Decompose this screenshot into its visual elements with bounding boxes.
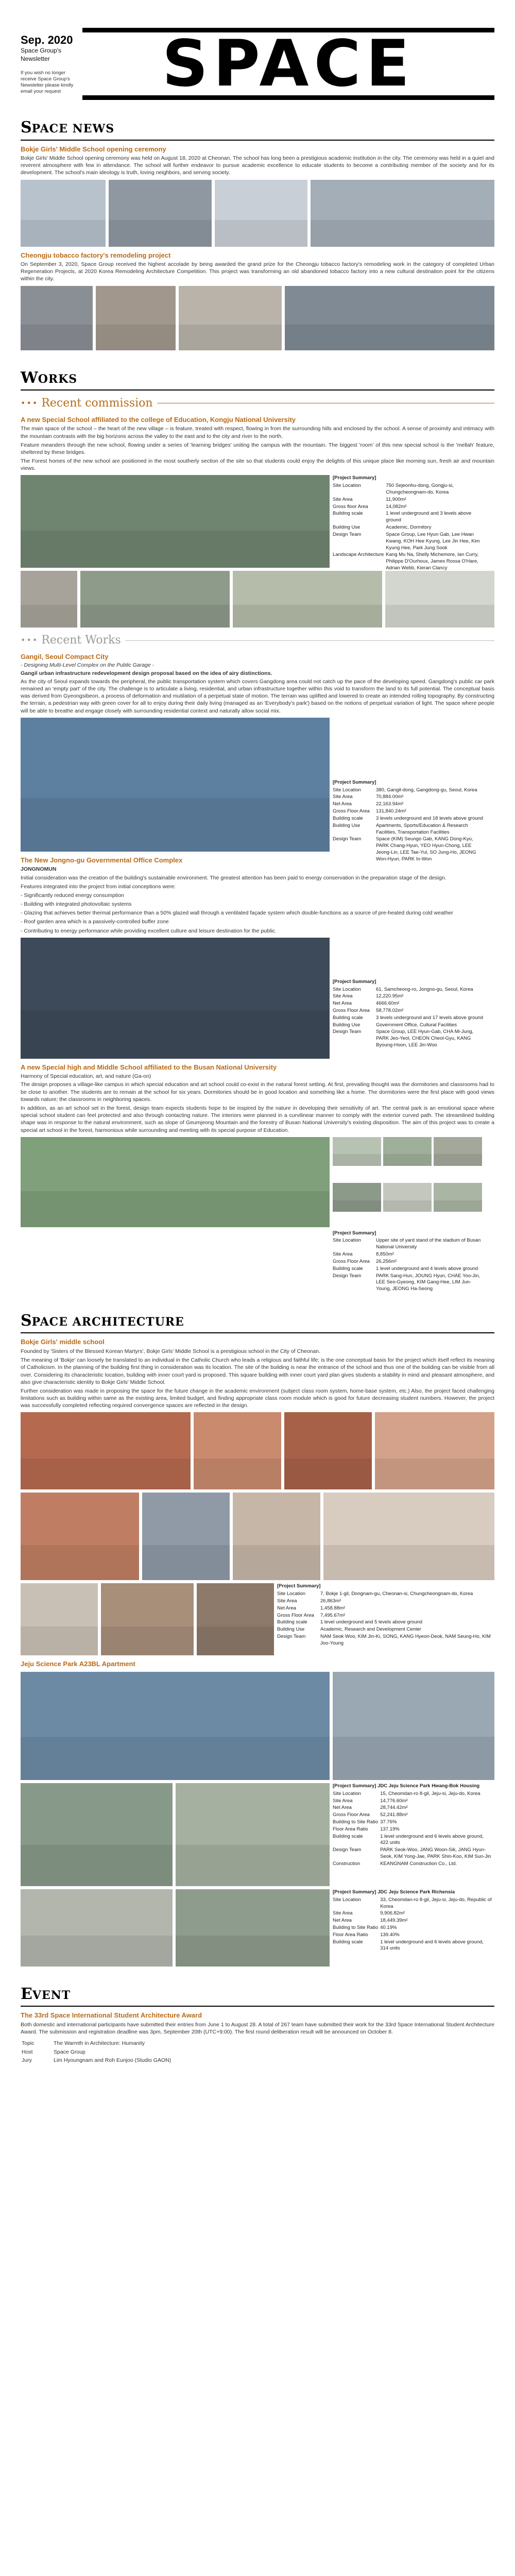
ceremony-photo [215, 180, 307, 247]
project-body: The main space of the school – the heart of the new village – is feature, treated with respect, flowing in from the surrounding hills and enclosed by the school. A sense of proximity and intimacy with the mountain contrasts with the big horizons across the valley to the east and to the city and river to the north. Feature meanders through the new school, flowing under a series of 'learning bridges' uniting the campus with the mountain. The biggest 'room' of this new special school is the 'mellah' feature, sheltered by these bridges. The Forest homes of the new school are positioned in the most southerly section of the site so that students could enjoy the delights of this unique place like morning sun, fresh air and mountain views. [21, 426, 494, 472]
project-summary: [Project Summary] JDC Jeju Science Park Hwang-Bok Housing Site Location 15, Cheomdan-ro 8-gil, Jeju-si, Jeju-do, Korea Site Area 14,776.60m² Net Area 28,744.42m² Gross Floor Area 52,241.88m² Building to Site Ratio 37.76% Floor Area Ratio 137.19% Building scale 1 level underground and 6 levels above ground, 422 units Design Team PARK Seok-Woo, JANG Woon-Sik, JANG Hyun-Seok, KIM Yong-Jae, PARK Shin-Koo, KIM Sun-Jin Construction KEANGNAM Construction Co., Ltd. [333, 1783, 491, 1867]
school-photo [142, 1493, 230, 1580]
school-photo [323, 1493, 494, 1580]
news-article-2 [21, 251, 494, 350]
school-photo [21, 1583, 98, 1655]
award-photo [179, 286, 282, 350]
masthead-subtitle: Space Group's Newsletter [21, 47, 62, 62]
project-summary: [Project Summary] Site Location 61, Samcheong-ro, Jongno-gu, Seoul, Korea Site Area 12,220.95m² Net Area 4666.60m² Gross Floor Area 58,778.02m² Building scale 3 levels underground and 17 levels above ground Building Use Government Office, Cultural Facilities Design Team Space Group, LEE Hyun-Gab, CHA Mi-Jung, PARK Jeo-Yeol, CHEON Cheol-Gyu, KANG Byoung-Hoon, LEE Jin-Woo [333, 978, 484, 1048]
campus-rendering [80, 571, 230, 628]
section-works: WORKS [21, 368, 494, 391]
architecture-bokje [21, 1337, 494, 1655]
recent-works-header: ••• Recent Works [21, 633, 494, 648]
school-photo [21, 1412, 191, 1489]
project-title: Bokje Girls' middle school [21, 1338, 105, 1346]
masthead-left [21, 28, 77, 100]
apartment-photo [21, 1889, 173, 1967]
article-body: Bokje Girls' Middle School opening ceremony was held on August 18, 2020 at Cheonan. The school has long been a prestigious academic institution in the city. The ceremony was held in a quiet and reverent atmosphere with few in attendance. The school will further endeavor to pursue academic excellence to educate students to become a contributing member of the society and for its development. The school's main ideology is truth, loving neighbors, and serving society. [21, 155, 494, 176]
school-photo [197, 1583, 274, 1655]
project-title: Gangil, Seoul Compact City [21, 653, 109, 661]
project-title: The New Jongno-gu Governmental Office Complex [21, 856, 183, 864]
section-space-news: SPACE NEWS [21, 117, 494, 141]
section-drawing [385, 571, 494, 628]
project-tagline: JONGNOMUN [21, 866, 57, 873]
aerial-rendering [21, 1137, 330, 1227]
office-rendering [21, 938, 330, 1059]
aerial-rendering [21, 718, 330, 852]
article-title: Bokje Girls' Middle School opening ceremony [21, 145, 166, 153]
photo-row [21, 180, 494, 247]
section-event: EVENT [21, 1984, 494, 2007]
project-tagline: Harmony of Special education, art, and nature (Ga-on) [21, 1073, 151, 1080]
project-body: As the city of Seoul expands towards the peripheral, the public transportation system which covers Gangdong area could not catch up the pace of the developing speed. Gangdong's public car park remained an 'empty part' of the city. The challenge is to articulate a living, residential, and urban infrastructure together within this void to transform the land to its full potential. The conceptual basis was derived from Gyeongsibeon, a process of deformation and mutilation of a perpetual state of motion. The terrain was uplifted and lowered to create an intended rolling topography. By constructing the terrain, a pedestrian way with green cover for all to enjoy during their daily living (managed as an 'Everybody's park') based on the notions of perpetual variation of light. The space where people will be able to breathe and engage closely with surrounding residential context and naturally allow social mix. [21, 678, 494, 714]
news-article-1 [21, 145, 494, 247]
ceremony-photo [311, 180, 494, 247]
project-summary: [Project Summary] Site Location 7, Bokje 1-gil, Dongnam-gu, Cheonan-si, Chungcheongnam-do, Korea Site Area 26,863m² Net Area 1,458.88m² Gross Floor Area 7,495.67m² Building scale 1 level underground and 5 levels above ground Building Use Academic, Research and Development Center Design Team NAM Seok Woo, KIM Jin-Ki, SONG, KANG Hyeon-Deok, NAM Seung-Ho, KIM Joo-Young [277, 1583, 491, 1646]
school-photo [284, 1412, 372, 1489]
apartment-photo [333, 1672, 494, 1780]
project-summary-2: [Project Summary] JDC Jeju Science Park Richensia Site Location 33, Cheomdan-ro 8-gil, Jeju-si, Jeju-do, Republic of Korea Site Area 9,906.82m² Net Area 18,449.39m² Building to Site Ratio 40.19% Floor Area Ratio 139.40% Building scale 1 level underground and 6 levels above ground, 314 units [333, 1889, 492, 1952]
event-title: The 33rd Space International Student Architecture Award [21, 2011, 202, 2020]
project-body: Initial consideration was the creation of the building's sustainable environment. The greatest attention has been paid to energy conservation in the preparation stage of the design. Features integrated into the project from initial conceptions were: - Significantly reduced energy consumption - Building with integrated photovoltaic systems - Glazing that achieves better thermal performance than a 50% glazed wall through a ventilated façade system which double-functions as a source of pre-heated during cold weather - Roof garden area which is a passively-controlled buffer zone - Contributing to energy performance while providing excellent culture and leisure destination for the public. [21, 874, 453, 934]
project-body: Founded by 'Sisters of the Blessed Korean Martyrs', Bokje Girls' Middle School is a prestigious school in the City of Cheonan. The meaning of 'Bokje' can loosely be translated to an individual in the Catholic Church who leads a religious and faithful life; is the one conceptual basis for the project which itself reflect its meaning of Catholicism. In the planning of the building first thing in consideration was its location. The site of the building is near the entrance of the school and thus one of the building can be visible from all over. Considering its characteristic location, building with inner court yard is proposed. This square building with inner court yard plan gives students a stability in mind and pleasant atmosphere, and also give characteristic identity to Bokje Girls' Middle School. Further consideration was made in proposing the space for the future change in the academic environment (subject class room system, home-base system, etc.) Also, the project faced challenging limitations such as building within same as the existing area, limited budget, and finding appropriate class room module which is good for future decreasing student numbers. However, the project was successfully completed reflecting required convergence spaces are reflected in the design. [21, 1348, 494, 1409]
event-body: Both domestic and international participants have submitted their entries from June 1 to August 28. A total of 267 team have submitted their work for the 33rd Space International Student Architecture Award. The submission and registration deadline was 3pm, September 20th (UTC+9:00). The first round deliberation result will be announced on October 8. [21, 2022, 494, 2036]
project-title: Jeju Science Park A23BL Apartment [21, 1660, 135, 1668]
apartment-photo [176, 1783, 330, 1886]
masthead [21, 28, 494, 100]
project-summary: [Project Summary] Site Location Upper site of yard stand of the stadium of Busan National University Site Area 8,850m² Gross Floor Area 26,256m² Building scale 1 level underground and 4 levels above ground Design Team PARK Sang-Hun, JOUNG Hyun, CHAE Yoo-Jin, LEE Seo-Gyeong, KIM Gang-Hee, LIM Jun-Young, JEONG Ha-Seong [333, 1230, 481, 1292]
project-tagline: Gangil urban infrastructure redevelopment design proposal based on the idea of airy distinctions. [21, 670, 272, 676]
article-title: Cheongju tobacco factory's remodeling project [21, 251, 171, 259]
aerial-photo [21, 1672, 330, 1780]
photo-row [21, 286, 494, 350]
project-jongno [21, 856, 494, 1059]
apartment-photo [21, 1783, 173, 1886]
section-space-architecture: SPACE ARCHITECTURE [21, 1311, 494, 1334]
award-photo [21, 286, 93, 350]
school-photo [375, 1412, 494, 1489]
detail-rendering [333, 1137, 381, 1166]
award-photo [285, 286, 494, 350]
architecture-jeju [21, 1659, 494, 1967]
campus-rendering [21, 475, 330, 568]
article-body: On September 3, 2020, Space Group received the highest accolade by being awarded the grand prize for the Cheongju tobacco factory's remodeling work in the category of completed Urban Regeneration Projects, at 2020 Korea Remodeling Architecture Competition. This project was transforming an old abandoned tobacco factory into a new cultural destination point for the citizens within the city. [21, 261, 494, 282]
detail-rendering [333, 1183, 381, 1212]
ceremony-photo [21, 180, 106, 247]
school-photo [101, 1583, 194, 1655]
project-summary: [Project Summary] Site Location 750 Sejeonhu-dong, Gongju-si, Chungcheongnam-do, Korea Site Area 11,900m² Gross floor Area 14,082m² Building scale 1 level underground and 3 levels above ground Building Use Academic, Dormitory Design Team Space Group, Lee Hyun Gab, Lee Hwan Kwang, KOH Hee Kyung, Lee Jin Hee, Kim Kyung Hee, Park Jung Sook Landscape Architecture Kang Mu Na, Shelly Michemore, Ian Curry, Philippe D'Ourhoux, James Rossa O'Hare, Adrian Webb, Kieran Clancy [333, 475, 480, 571]
award-photo [96, 286, 176, 350]
project-title: A new Special high and Middle School affiliated to the Busan National University [21, 1063, 277, 1071]
plan-drawing [21, 571, 77, 628]
project-subtitle: - Designing Multi-Level Complex on the Public Garage - [21, 662, 154, 668]
detail-rendering [383, 1137, 432, 1166]
school-photo [21, 1493, 139, 1580]
masthead-title: SPACE [82, 28, 494, 100]
detail-rendering [383, 1183, 432, 1212]
event-details: Topic The Warmth in Architecture: Humanity Host Space Group Jury Lim Hyoungnam and Roh Eunjoo (Studio GAON) [22, 2040, 171, 2063]
unsubscribe-note: If you wish no longer receive Space Group's Newsletter please kindly email your request [21, 70, 74, 94]
event-article [21, 2011, 494, 2064]
ceremony-photo [109, 180, 212, 247]
issue-date: Sep. 2020 [21, 33, 73, 46]
project-summary: [Project Summary] Site Location 380, Gangil-dong, Gangdong-gu, Seoul, Korea Site Area 70,884.00m² Net Area 22,163.94m² Gross Floor Area 131,840.24m² Building scale 3 levels underground and 18 levels above ground Building Use Apartments, Sports/Education & Research Facilities, Transportation Facilities Design Team Space (KIM) Seungo Gab, KANG Dong-Kyu, PARK Chang-Hyun, YEO Hyun-Chong, LEE Jeong-Lin, LEE Tae-Yul, SO Jung-Ho, JEONG Won-Hyun, PARK In-Won [333, 779, 484, 862]
project-body: The design proposes a village-like campus in which special education and art school could co-exist in the natural forest setting. At first, prevailing thought was the dormitories and classrooms had to be close to another. The students are to remain at the school for six years. Dormitories should be in good location and something like a home. The dormitories were the first place with good views towards nature; the classrooms in neighboring spaces. In addition, as an art school set in the forest, design team expects students hope to be inspired by the nature in developing their sensitivity of art. The central park is an emotional space where special school student can feel protected and also through contacting nature. The interiors were planned in a curvilinear manner to comply with the exterior curved path. The streamlined building shape was in response to the natural environment, such as slope of Geumjeong Mountain and the forestry of Busan National University's existing disposition. The aim of this project was to create a special art school in the forest, harmonious while surrounding and meeting with its special purpose of Education. [21, 1081, 494, 1133]
detail-rendering [434, 1137, 482, 1166]
project-kongju [21, 415, 494, 628]
detail-rendering [434, 1183, 482, 1212]
project-busan [21, 1063, 494, 1293]
project-title: A new Special School affiliated to the college of Education, Kongju National University [21, 415, 296, 423]
apartment-photo [176, 1889, 330, 1967]
recent-commission-header: ••• Recent commission [21, 396, 494, 411]
school-photo [194, 1412, 281, 1489]
school-photo [233, 1493, 320, 1580]
campus-rendering [233, 571, 382, 628]
